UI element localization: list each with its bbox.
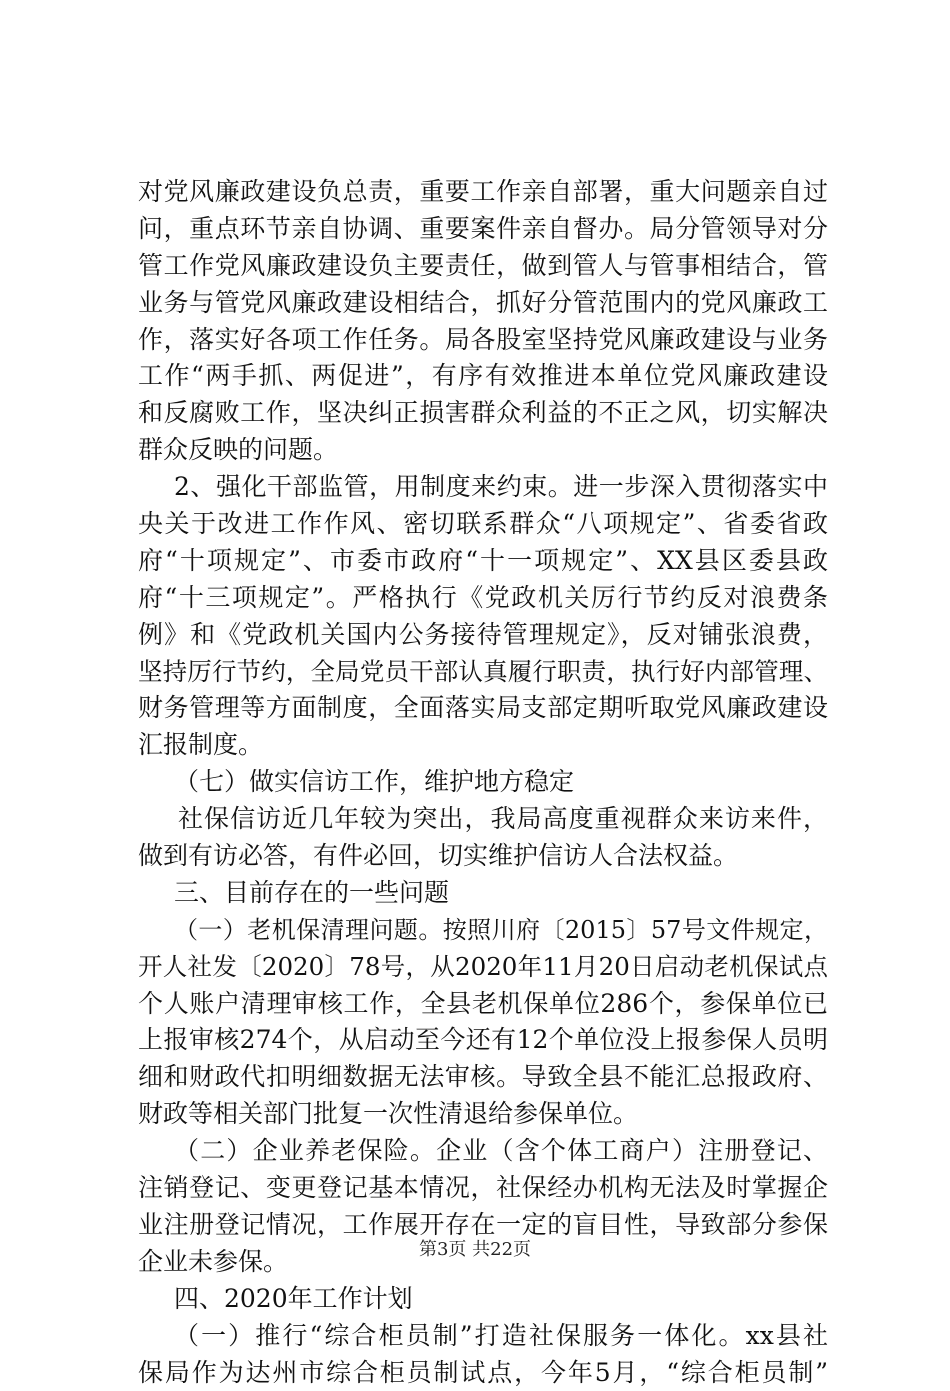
text-line: 社保信访近几年较为突出，我局高度重视群众来访来件，	[138, 801, 828, 838]
page-number-label: 第3页 共22页	[419, 1239, 531, 1260]
text-line: 工作“两手抓、两促进”，有序有效推进本单位党风廉政建设	[138, 358, 828, 395]
text-line: （一）老机保清理问题。按照川府〔2015〕57号文件规定，	[138, 912, 828, 949]
text-line: 注销登记、变更登记基本情况，社保经办机构无法及时掌握企	[138, 1170, 828, 1207]
text-line: 作，落实好各项工作任务。局各股室坚持党风廉政建设与业务	[138, 322, 828, 359]
text-line: 财政等相关部门批复一次性清退给参保单位。	[138, 1096, 828, 1133]
text-line: （二）企业养老保险。企业（含个体工商户）注册登记、	[138, 1133, 828, 1170]
text-line: 三、目前存在的一些问题	[138, 875, 828, 912]
text-line: 业注册登记情况，工作展开存在一定的盲目性，导致部分参保	[138, 1207, 828, 1244]
text-line: 细和财政代扣明细数据无法审核。导致全县不能汇总报政府、	[138, 1059, 828, 1096]
text-line: 和反腐败工作，坚决纠正损害群众利益的不正之风，切实解决	[138, 395, 828, 432]
text-line: 群众反映的问题。	[138, 432, 828, 469]
text-line: 开人社发〔2020〕78号，从2020年11月20日启动老机保试点	[138, 949, 828, 986]
text-line: 府“十三项规定”。严格执行《党政机关厉行节约反对浪费条	[138, 580, 828, 617]
text-line: 府“十项规定”、市委市政府“十一项规定”、XX县区委县政	[138, 543, 828, 580]
page-footer	[0, 1238, 950, 1262]
text-line: 做到有访必答，有件必回，切实维护信访人合法权益。	[138, 838, 828, 875]
text-line: 问，重点环节亲自协调、重要案件亲自督办。局分管领导对分	[138, 211, 828, 248]
text-line: 保局作为达州市综合柜员制试点，今年5月，“综合柜员制”	[138, 1355, 828, 1391]
text-line: 央关于改进工作作风、密切联系群众“八项规定”、省委省政	[138, 506, 828, 543]
text-line: 四、2020年工作计划	[138, 1281, 828, 1318]
text-line: 上报审核274个，从启动至今还有12个单位没上报参保人员明	[138, 1022, 828, 1059]
text-line: 例》和《党政机关国内公务接待管理规定》，反对铺张浪费，	[138, 617, 828, 654]
text-line: （七）做实信访工作，维护地方稳定	[138, 764, 828, 801]
text-line: （一）推行“综合柜员制”打造社保服务一体化。xx县社	[138, 1318, 828, 1355]
text-line: 企业未参保。	[138, 1244, 828, 1281]
text-line: 管工作党风廉政建设负主要责任，做到管人与管事相结合，管	[138, 248, 828, 285]
text-line: 2、强化干部监管，用制度来约束。进一步深入贯彻落实中	[138, 469, 828, 506]
text-line: 财务管理等方面制度，全面落实局支部定期听取党风廉政建设	[138, 690, 828, 727]
document-body	[138, 174, 828, 1391]
text-line: 业务与管党风廉政建设相结合，抓好分管范围内的党风廉政工	[138, 285, 828, 322]
text-line: 汇报制度。	[138, 727, 828, 764]
text-line: 对党风廉政建设负总责，重要工作亲自部署，重大问题亲自过	[138, 174, 828, 211]
text-line: 个人账户清理审核工作，全县老机保单位286个，参保单位已	[138, 986, 828, 1023]
text-line: 坚持厉行节约，全局党员干部认真履行职责，执行好内部管理、	[138, 654, 828, 691]
